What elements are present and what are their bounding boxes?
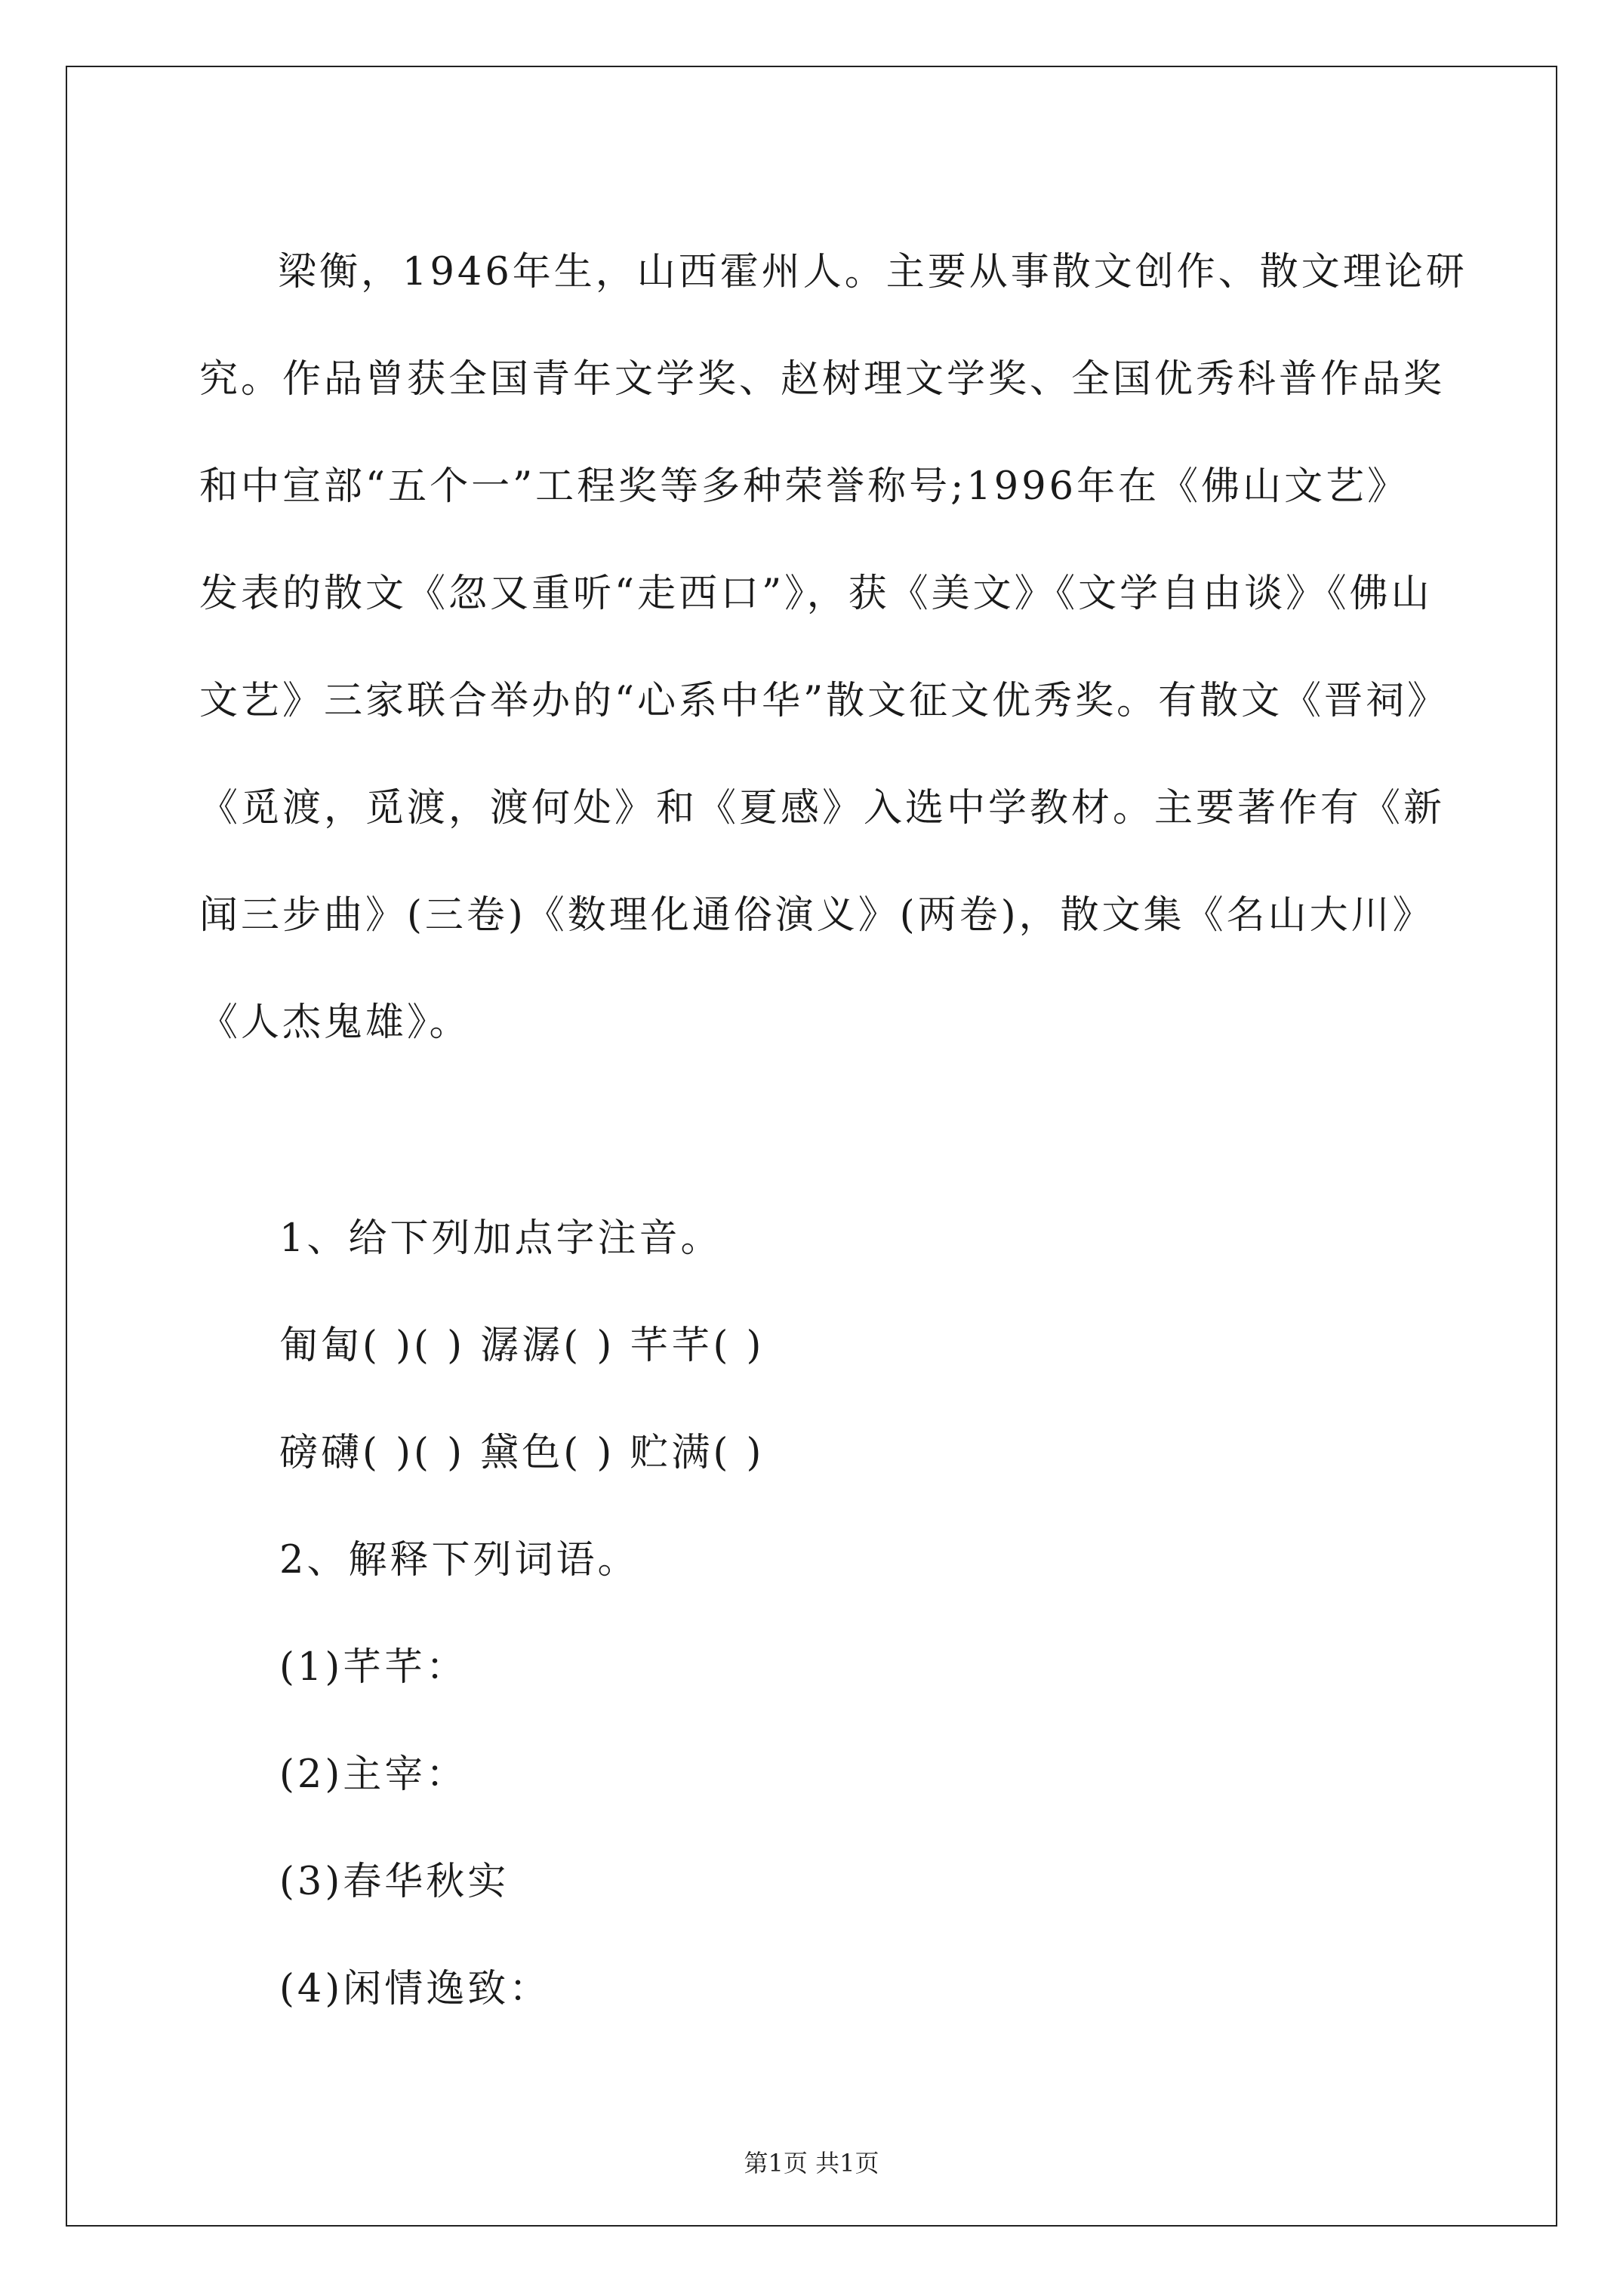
pinyin-item-row: 匍匐( )( ) 潺潺( ) 芊芊( ) [279, 1324, 765, 1368]
exercise-list [279, 1185, 764, 2043]
bio-line: 闻三步曲》(三卷)《数理化通俗演义》(两卷)，散文集《名山大川》 [199, 893, 1434, 938]
bio-line: 《觅渡，觅渡，渡何处》和《夏感》入选中学教材。主要著作有《新 [199, 786, 1446, 831]
bio-line: 和中宣部“五个一”工程奖等多种荣誉称号;1996年在《佛山文艺》 [199, 464, 1409, 509]
definition-item: (2)主宰： [279, 1752, 468, 1797]
page-number-footer: 第1页 共1页 [744, 2149, 879, 2177]
bio-line: 文艺》三家联合举办的“心系中华”散文征文优秀奖。有散文《晋祠》 [199, 679, 1449, 723]
question-heading-pinyin: 1、给下列加点字注音。 [279, 1216, 722, 1261]
bio-line: 究。作品曾获全国青年文学奖、赵树理文学奖、全国优秀科普作品奖 [199, 357, 1446, 402]
definition-item: (3)春华秋实 [279, 1860, 510, 1904]
author-bio-paragraph [199, 219, 1467, 1077]
definition-item: (4)闲情逸致： [279, 1967, 551, 2011]
question-heading-definitions: 2、解释下列词语。 [279, 1538, 639, 1583]
bio-line: 《人杰鬼雄》。 [199, 1000, 471, 1045]
pinyin-item-row: 磅礴( )( ) 黛色( ) 贮满( ) [279, 1431, 765, 1475]
bio-line: 梁衡，1946年生，山西霍州人。主要从事散文创作、散文理论研 [278, 250, 1467, 294]
definition-item: (1)芊芊： [279, 1645, 468, 1690]
bio-line: 发表的散文《忽又重听“走西口”》，获《美文》《文学自由谈》《佛山 [199, 572, 1433, 616]
